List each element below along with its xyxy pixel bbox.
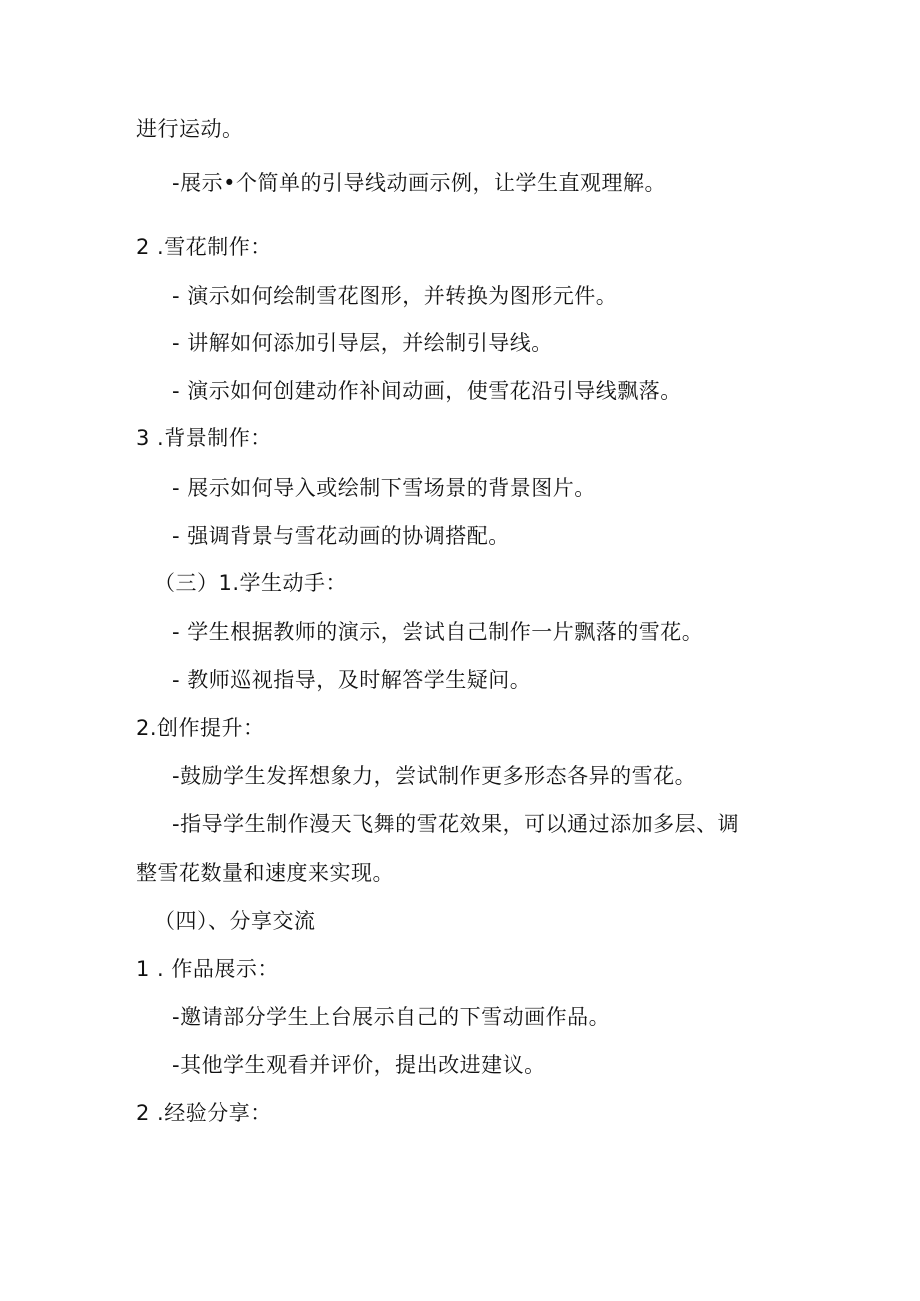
text-line-bullet: -其他学生观看并评价，提出改进建议。 (172, 1053, 546, 1077)
text-line-bullet: - 教师巡视指导，及时解答学生疑问。 (172, 668, 532, 692)
text-line-bullet: - 展示如何导入或绘制下雪场景的背景图片。 (172, 476, 596, 500)
text-line-heading-creation: 2.创作提升： (136, 716, 265, 740)
text-line-bullet: - 演示如何绘制雪花图形，并转换为图形元件。 (172, 284, 618, 308)
text-line-bullet: -邀请部分学生上台展示自己的下雪动画作品。 (172, 1005, 611, 1029)
text-line-heading-experience: 2 .经验分享： (136, 1101, 272, 1125)
text-line-section-four: （四）、分享交流 (154, 909, 316, 933)
text-line-heading-snowflake: 2 .雪花制作： (136, 235, 272, 259)
text-line-bullet: - 学生根据教师的演示，尝试自己制作一片飘落的雪花。 (172, 620, 704, 644)
text-line-heading-showcase: 1 . 作品展示： (136, 957, 279, 981)
text-line-bullet: - 强调背景与雪花动画的协调搭配。 (172, 524, 510, 548)
text-line-bullet: -鼓励学生发挥想象力，尝试制作更多形态各异的雪花。 (172, 764, 697, 788)
text-line-bullet: - 讲解如何添加引导层，并绘制引导线。 (172, 331, 553, 355)
text-line-continuation: 整雪花数量和速度来实现。 (136, 861, 394, 885)
text-line-bullet: - 演示如何创建动作补间动画，使雪花沿引导线飘落。 (172, 379, 682, 403)
text-line-bullet: -指导学生制作漫天飞舞的雪花效果，可以通过添加多层、调 (172, 812, 740, 836)
text-line-section-three: （三）1.学生动手： (154, 571, 348, 595)
text-line-heading-background: 3 .背景制作： (136, 426, 272, 450)
text-line-continuation: 进行运动。 (136, 117, 244, 141)
text-line-bullet: -展示•个简单的引导线动画示例，让学生直观理解。 (172, 171, 666, 195)
